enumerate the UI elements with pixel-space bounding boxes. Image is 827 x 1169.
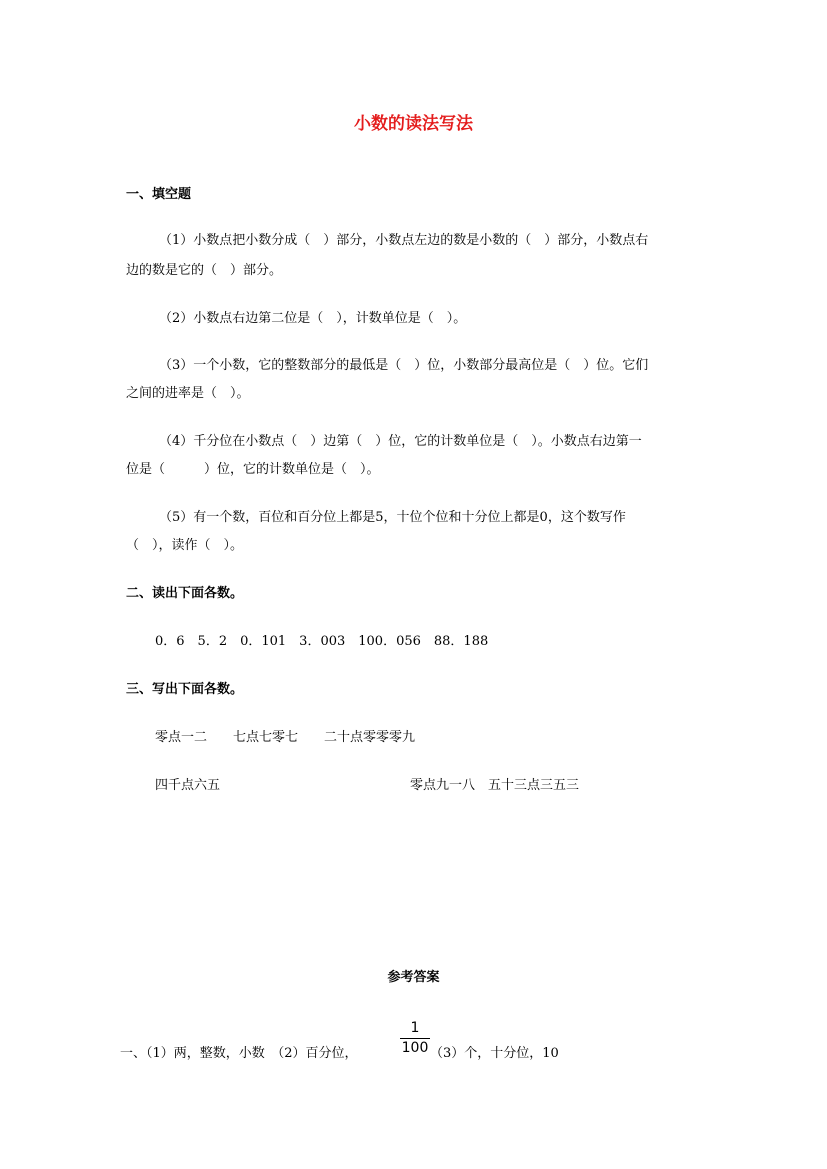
words-row-2-right: 零点九一八 五十三点三五三 [410, 778, 580, 793]
q1-line-1: （1）小数点把小数分成（ ）部分，小数点左边的数是小数的（ ）部分，小数点右 [159, 233, 649, 248]
fraction-numerator: 1 [410, 1020, 420, 1036]
fraction-one-hundredth [400, 1020, 430, 1057]
fraction-bar [400, 1038, 430, 1039]
q4-line-2: 位是（ ）位，它的计数单位是（ ）。 [126, 462, 380, 477]
answers-heading: 参考答案 [387, 970, 440, 985]
section-2-heading: 二、读出下面各数。 [126, 586, 244, 601]
q5-line-2: （ ），读作（ ）。 [126, 538, 244, 553]
words-row-2-left: 四千点六五 [155, 778, 221, 793]
section-1-heading: 一、填空题 [126, 187, 192, 202]
fraction-denominator: 100 [401, 1040, 429, 1056]
q1-line-2: 边的数是它的（ ）部分。 [126, 263, 283, 278]
q4-line-1: （4）千分位在小数点（ ）边第（ ）位，它的计数单位是（ ）。小数点右边第一 [159, 434, 642, 449]
q3-line-1: （3）一个小数，它的整数部分的最低是（ ）位，小数部分最高位是（ ）位。它们 [159, 358, 649, 373]
section-3-heading: 三、写出下面各数。 [126, 682, 244, 697]
words-row-1: 零点一二 七点七零七 二十点零零零九 [155, 730, 416, 745]
q2-line-1: （2）小数点右边第二位是（ ），计数单位是（ ）。 [159, 311, 467, 326]
numbers-to-read: 0．6 5．2 0．101 3．003 100．056 88．188 [155, 634, 489, 649]
answer-line-suffix: （3）个，十分位，10 [430, 1046, 559, 1061]
page-title: 小数的读法写法 [354, 114, 473, 134]
q3-line-2: 之间的进率是（ ）。 [126, 386, 250, 401]
answer-line-prefix: 一、（1）两，整数，小数 （2）百分位， [120, 1046, 358, 1061]
q5-line-1: （5）有一个数，百位和百分位上都是5，十位个位和十分位上都是0，这个数写作 [159, 510, 626, 525]
